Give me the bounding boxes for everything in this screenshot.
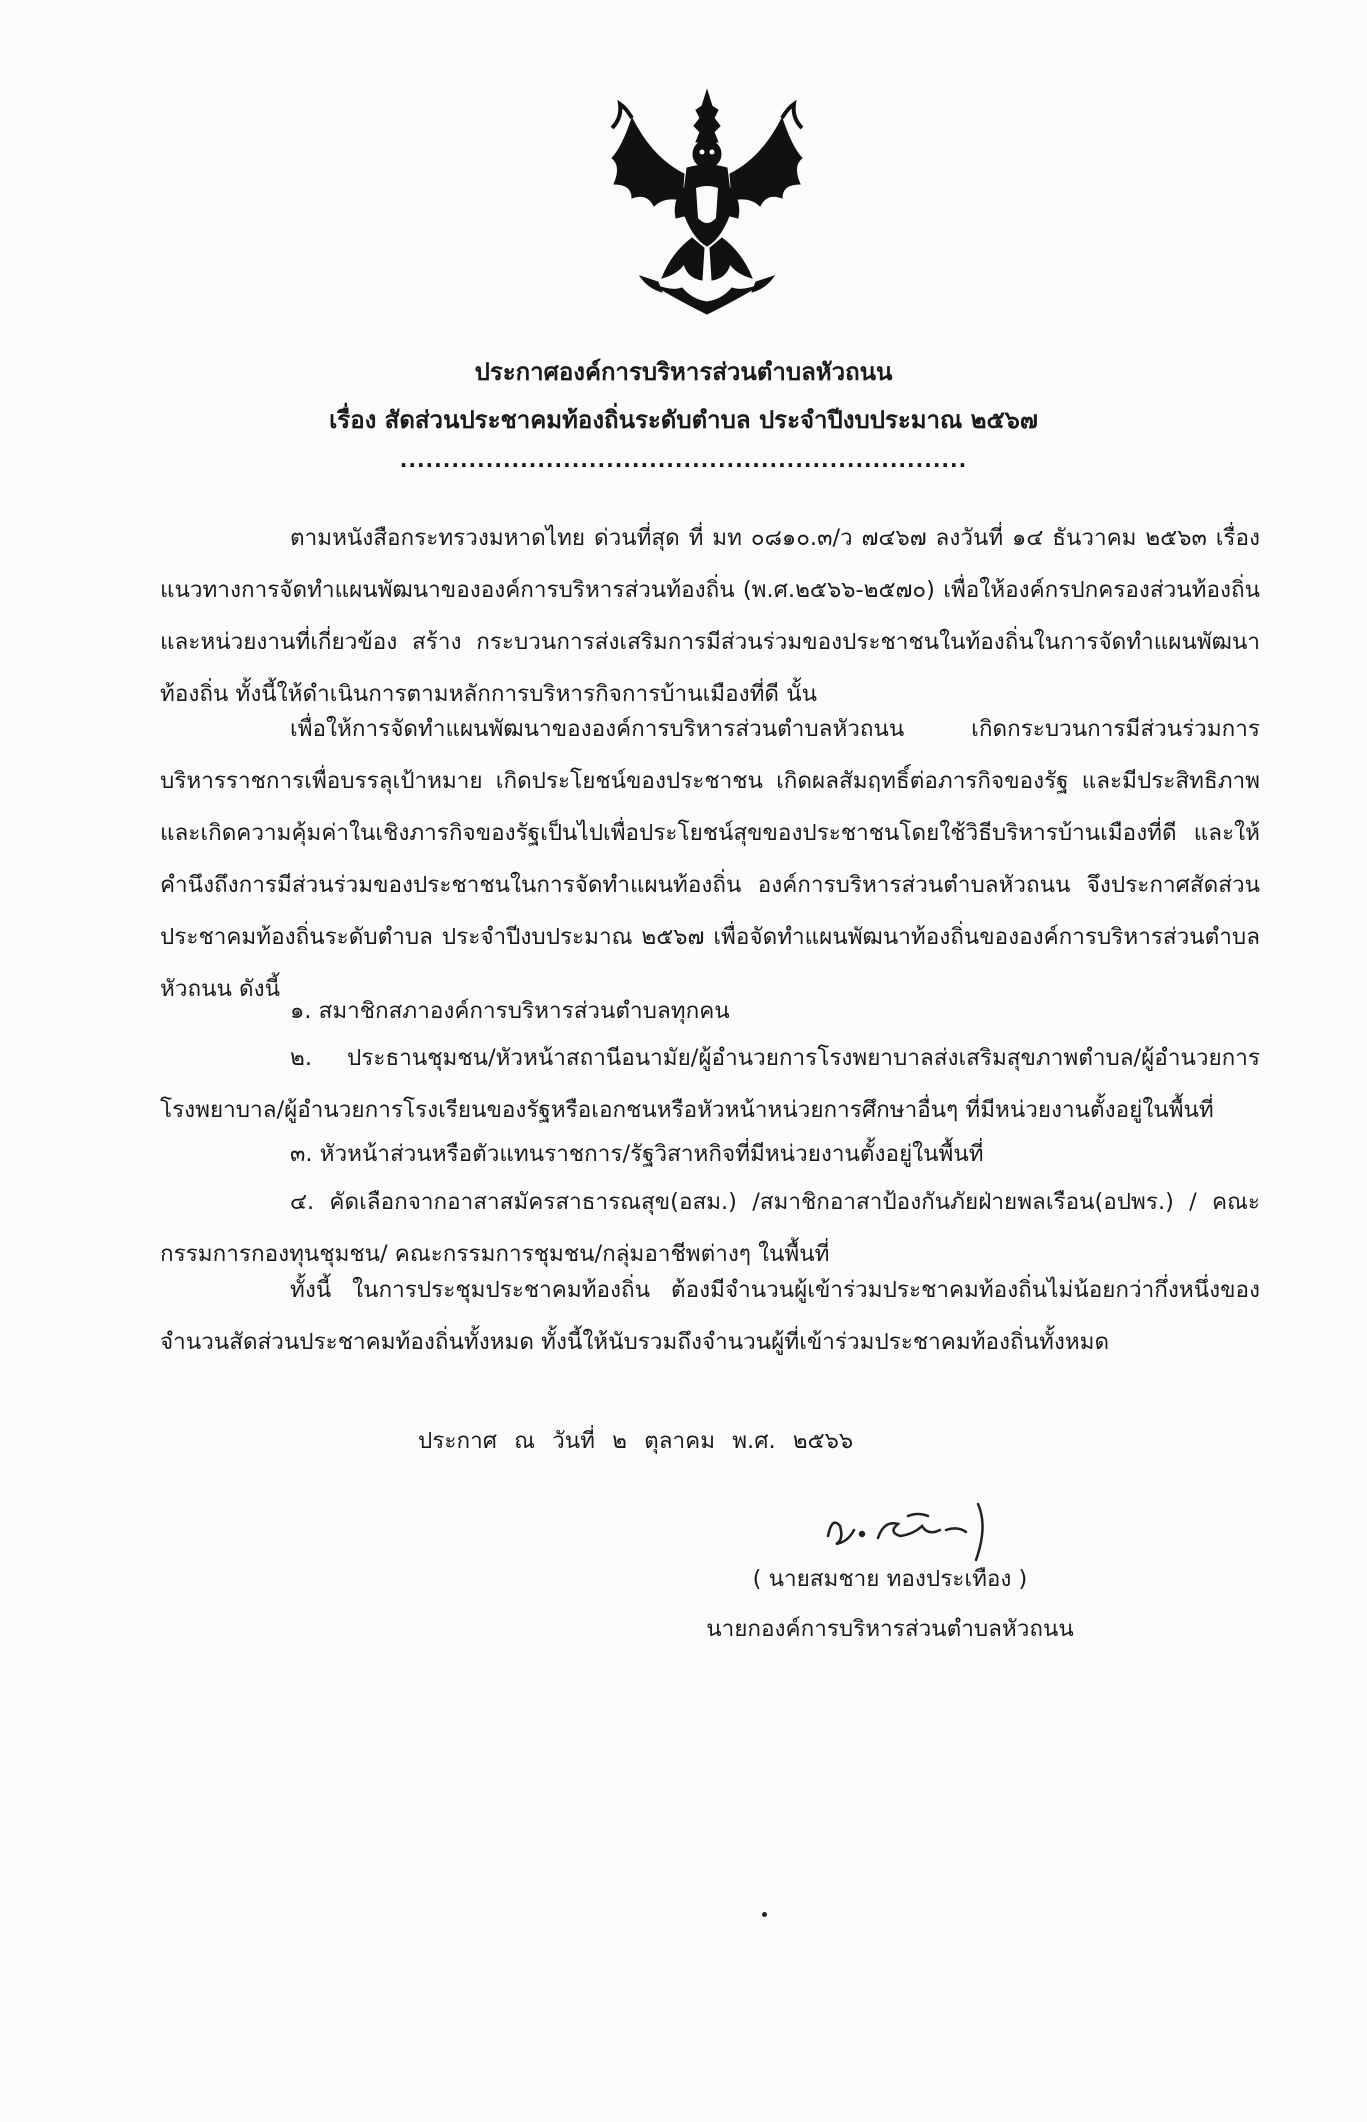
list-item-3: ๓. หัวหน้าส่วนหรือตัวแทนราชการ/รัฐวิสาหกิจที่มีหน่วยงานตั้งอยู่ในพื้นที่ [290, 1141, 984, 1167]
page-mark [762, 1912, 767, 1917]
garuda-emblem-icon [592, 88, 822, 318]
list-item-1: ๑. สมาชิกสภาองค์การบริหารส่วนตำบลทุกคน [290, 998, 730, 1024]
announcement-title: ประกาศองค์การบริหารส่วนตำบลหัวถนน [474, 358, 893, 386]
announcement-date: ประกาศ ณ วันที่ ๒ ตุลาคม พ.ศ. ๒๕๖๖ [418, 1428, 854, 1454]
body-paragraph-1: ตามหนังสือกระทรวงมหาดไทย ด่วนที่สุด ที่ มท ๐๘๑๐.๓/ว ๗๔๖๗ ลงวันที่ ๑๔ ธันวาคม ๒๕๖๓ เรื่อง แนวทางการจัดทำแผนพัฒนาขององค์การบริหารส่วนท้องถิ่น (พ.ศ.๒๕๖๖-๒๕๗๐) เพื่อให้องค์กรปกครองส่วนท้องถิ่นและหน่วยงานที่เกี่ยวข้อง สร้าง กระบวนการส่งเสริมการมีส่วนร่วมของประชาชนในท้องถิ่นในการจัดทำแผนพัฒนาท้องถิ่น ทั้งนี้ให้ดำเนินการตามหลักการบริหารกิจการบ้านเมืองที่ดี นั้น [160, 525, 1260, 707]
body-paragraph-3: ทั้งนี้ ในการประชุมประชาคมท้องถิ่น ต้องมีจำนวนผู้เข้าร่วมประชาคมท้องถิ่นไม่น้อยกว่ากึ่งหนึ่งของจำนวนสัดส่วนประชาคมท้องถิ่นทั้งหมด ทั้งนี้ให้นับรวมถึงจำนวนผู้ที่เข้าร่วมประชาคมท้องถิ่นทั้งหมด [160, 1277, 1260, 1355]
title-separator: .................................................................. [399, 448, 968, 472]
list-item-2: ๒. ประธานชุมชน/หัวหน้าสถานีอนามัย/ผู้อำนวยการโรงพยาบาลส่งเสริมสุขภาพตำบล/ผู้อำนวยการโรงพยาบาล/ผู้อำนวยการโรงเรียนของรัฐหรือเอกชนหรือหัวหน้าหน่วยการศึกษาอื่นๆ ที่มีหน่วยงานตั้งอยู่ในพื้นที่ [160, 1045, 1260, 1123]
handwritten-signature [818, 1496, 1008, 1566]
body-paragraph-2: เพื่อให้การจัดทำแผนพัฒนาขององค์การบริหารส่วนตำบลหัวถนน เกิดกระบวนการมีส่วนร่วมการบริหารราชการเพื่อบรรลุเป้าหมาย เกิดประโยชน์ของประชาชน เกิดผลสัมฤทธิ์ต่อภารกิจของรัฐ และมีประสิทธิภาพและเกิดความคุ้มค่าในเชิงภารกิจของรัฐเป็นไปเพื่อประโยชน์สุขของประชาชนโดยใช้วิธีบริหารบ้านเมืองที่ดี และให้คำนึงถึงการมีส่วนร่วมของประชาชนในการจัดทำแผนท้องถิ่น องค์การบริหารส่วนตำบลหัวถนน จึงประกาศสัดส่วนประชาคมท้องถิ่นระดับตำบล ประจำปีงบประมาณ ๒๕๖๗ เพื่อจัดทำแผนพัฒนาท้องถิ่นขององค์การบริหารส่วนตำบลหัวถนน ดังนี้ [160, 716, 1260, 1002]
announcement-subject: เรื่อง สัดส่วนประชาคมท้องถิ่นระดับตำบล ประจำปีงบประมาณ ๒๕๖๗ [329, 406, 1038, 434]
signatory-position: นายกองค์การบริหารส่วนตำบลหัวถนน [706, 1616, 1074, 1642]
list-item-4: ๔. คัดเลือกจากอาสาสมัครสาธารณสุข(อสม.) /สมาชิกอาสาป้องกันภัยฝ่ายพลเรือน(อปพร.) / คณะกรรมการกองทุนชุมชน/ คณะกรรมการชุมชน/กลุ่มอาชีพต่างๆ ในพื้นที่ [160, 1189, 1260, 1267]
signatory-name: ( นายสมชาย ทองประเทือง ) [752, 1566, 1028, 1592]
